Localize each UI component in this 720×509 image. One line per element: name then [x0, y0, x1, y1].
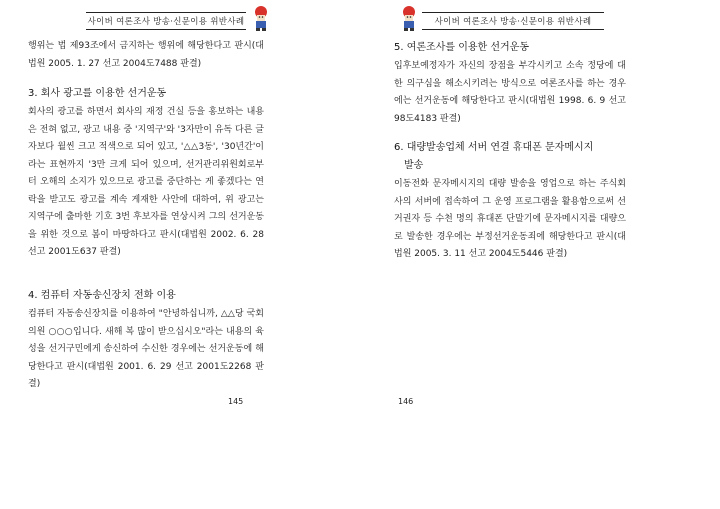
page-number: 146: [398, 397, 414, 406]
section-5-body: 입후보예정자가 자신의 장점을 부각시키고 소속 정당에 대한 의구심을 해소시키려는 방식으로 여론조사를 하는 경우에는 선거운동에 해당한다고 판시(대법원 1998. 6. 9 선고 98도4183 판결): [394, 61, 626, 124]
right-page: [360, 0, 720, 509]
section-3-title: 3. 회사 광고를 이용한 선거운동: [28, 88, 167, 99]
section-3-body: 회사의 광고를 하면서 회사의 재정 건실 등을 홍보하는 내용은 전혀 없고, 광고 내용 중 '지역구'와 '3자만이 유독 다른 글자보다 월씬 크고 적색으로 되어 있고, '△△3동', '30년간'이라는 표현까지 '3만 크게 되어 있으며, 선거관리위원회로부터 오해의 소지가 있으므로 광고를 중단하는 게 좋겠다는 연락을 받고도 광고를 계속 게재한 사안에 대하여, 위 광고는 지역구에 출마한 기호 3번 후보자를 연상시켜 그의 선거운동을 위한 것으로 봄이 마땅하다고 판시(대법원 2002. 6. 28 선고 2001도637 판결): [28, 107, 264, 257]
section-4-title: 4. 컴퓨터 자동송신장치 전화 이용: [28, 290, 176, 301]
intro-paragraph: 행위는 법 제93조에서 금지하는 행위에 해당한다고 판시(대법원 2005. 1. 27 선고 2004도7488 판결): [28, 41, 264, 69]
page-number: 145: [228, 397, 244, 406]
running-header: 사이버 여론조사 방송·신문이용 위반사례: [86, 12, 246, 30]
mascot-icon: [250, 4, 272, 32]
section-4-body: 컴퓨터 자동송신장치를 이용하여 "안녕하십니까, △△당 국회의원 ○○○입니다. 새해 복 많이 받으십시오"라는 내용의 육성을 선거구민에게 송신하여 수신한 경우에는 선거운동에 해당한다고 판시(대법원 2001. 6. 29 선고 2001도2268 판결): [28, 309, 264, 389]
section-6-title-line1: 6. 대량발송업체 서버 연결 휴대폰 문자메시지: [394, 142, 594, 153]
section-5-title: 5. 여론조사를 이용한 선거운동: [394, 42, 529, 53]
running-header: 사이버 여론조사 방송·신문이용 위반사례: [422, 12, 604, 30]
section-6-title-line2: 발송: [404, 160, 424, 171]
section-6-body: 이동전화 문자메시지의 대량 발송을 영업으로 하는 주식회사의 서버에 접속하여 그 운영 프로그램을 활용함으로써 선거권자 등 수천 명의 휴대폰 단말기에 문자메시지를 대량으로 발송한 경우에는 부정선거운동죄에 해당한다고 판시(대법원 2005. 3. 11 선고 2004도5446 판결): [394, 179, 626, 259]
mascot-icon: [398, 4, 420, 32]
